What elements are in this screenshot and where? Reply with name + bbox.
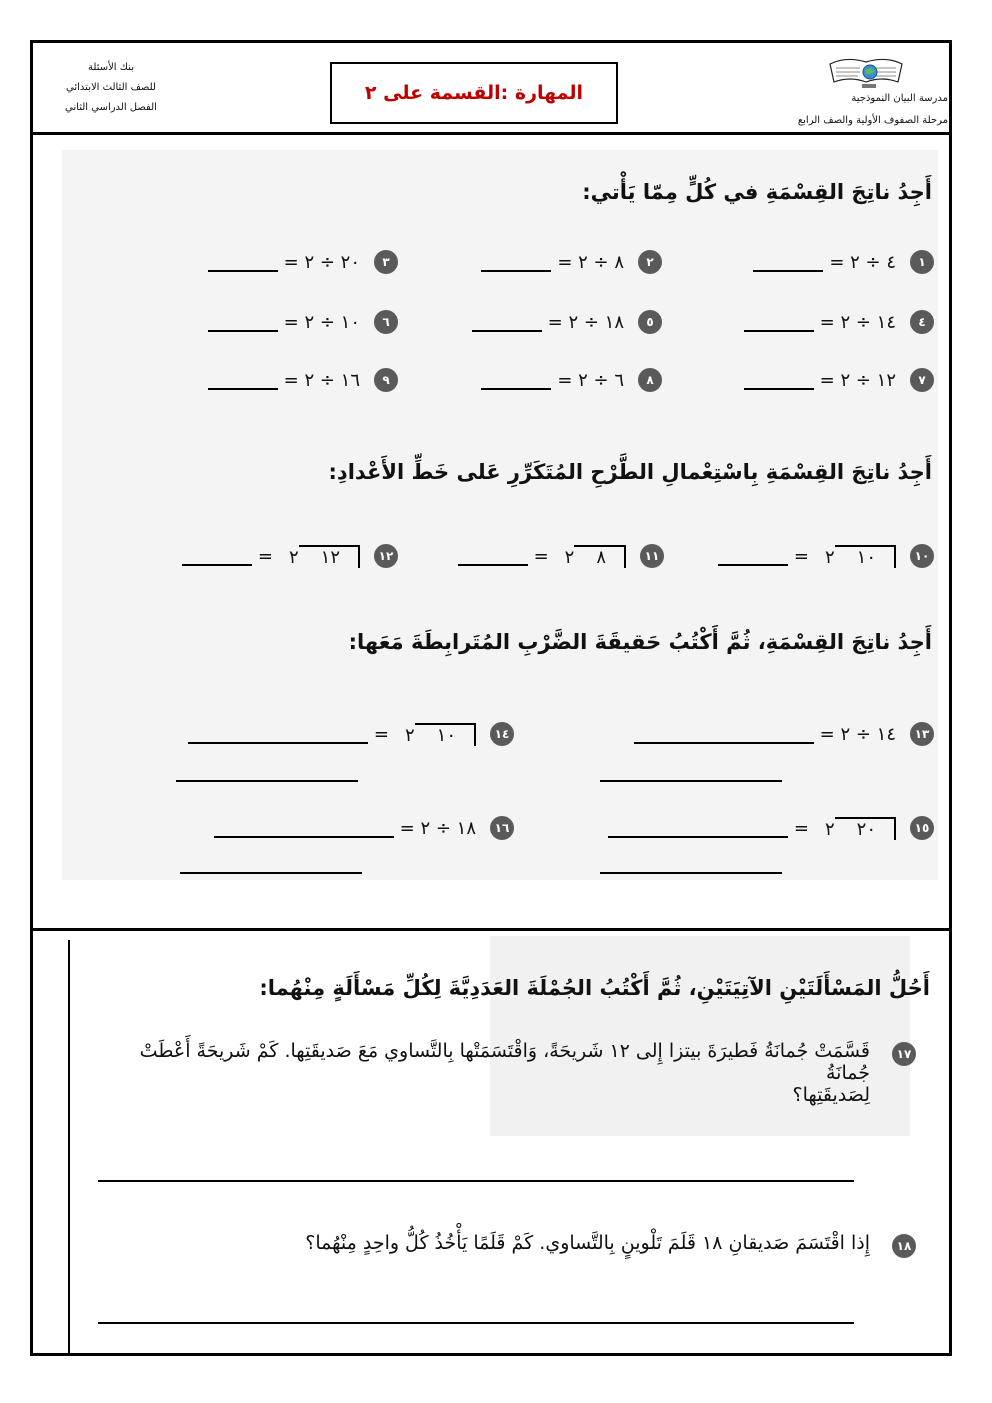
header-right-block — [728, 88, 948, 132]
answer-line[interactable] — [98, 1322, 854, 1324]
exercise-item — [208, 246, 398, 278]
left-margin-line — [68, 940, 70, 1356]
equals-sign: = — [257, 545, 273, 567]
answer-blank[interactable] — [182, 546, 252, 566]
exercise-number: ١٤ — [490, 722, 514, 746]
problem-number: ١٧ — [892, 1042, 916, 1066]
exercise-number: ٨ — [638, 368, 662, 392]
exercise-number: ١٦ — [490, 816, 514, 840]
section-divider — [30, 928, 952, 931]
divisor: ٢ — [404, 724, 415, 746]
exercise-item — [753, 246, 934, 278]
exercise-item — [214, 812, 514, 844]
divisor: ٢ — [824, 546, 835, 568]
section2-instruction: أَجِدُ ناتِجَ القِسْمَةِ بِاسْتِعْمالِ الطَّرْحِ المُتَكَرِّرِ عَلى خَطِّ الأَعْدادِ: — [328, 460, 932, 484]
divisor: ٢ — [824, 818, 835, 840]
answer-blank[interactable] — [481, 252, 551, 272]
problem-number: ١٨ — [892, 1234, 916, 1258]
long-division-item — [608, 812, 934, 844]
answer-blank[interactable] — [744, 312, 814, 332]
answer-blank[interactable] — [472, 312, 542, 332]
exercise-expression: ٦ ÷ ٢ = — [557, 369, 624, 391]
long-division-item — [188, 718, 514, 750]
exercise-item — [208, 306, 398, 338]
exercise-expression: ٤ ÷ ٢ = — [829, 251, 896, 273]
exercise-expression: ١٨ ÷ ٢ = — [399, 817, 476, 839]
word-problem-text-cont: لِصَديقَتِها؟ — [792, 1084, 870, 1106]
skill-title: المهارة :القسمة على ٢ — [330, 62, 618, 124]
long-division — [817, 817, 896, 840]
answer-blank[interactable] — [208, 312, 278, 332]
section4-instruction: أَحُلُّ المَسْأَلَتَيْنِ الآتِيَتَيْنِ، ثُمَّ أَكْتُبُ الجُمْلَةَ العَدَدِيَّةَ لِكُلِّ مَسْأَلَةٍ مِنْهُما: — [259, 976, 930, 1000]
long-division-item — [718, 540, 934, 572]
exercise-number: ٤ — [910, 310, 934, 334]
divisor: ٢ — [564, 546, 575, 568]
answer-blank[interactable] — [744, 370, 814, 390]
exercise-expression: ١٤ ÷ ٢ = — [819, 311, 896, 333]
dividend: ١٢ — [299, 545, 360, 568]
answer-blank[interactable] — [718, 546, 788, 566]
exercise-number: ٧ — [910, 368, 934, 392]
exercise-expression: ٨ ÷ ٢ = — [557, 251, 624, 273]
dividend: ١٠ — [415, 723, 476, 746]
dividend: ٨ — [574, 545, 626, 568]
word-problem-text: إِذا اقْتَسَمَ صَديقانِ ١٨ قَلَمَ تَلْوينٍ بِالتَّساوي. كَمْ قَلَمًا يَأْخُذُ كُلُّ واحِدٍ مِنْهُما؟ — [305, 1232, 870, 1254]
equals-sign: = — [533, 545, 549, 567]
exercise-number: ١٠ — [910, 544, 934, 568]
exercise-expression: ١٦ ÷ ٢ = — [283, 369, 360, 391]
exercise-number: ٣ — [374, 250, 398, 274]
exercise-number: ٦ — [374, 310, 398, 334]
exercise-expression: ٢٠ ÷ ٢ = — [283, 251, 360, 273]
long-division — [817, 545, 896, 568]
dividend: ١٠ — [835, 545, 896, 568]
equals-sign: = — [373, 723, 389, 745]
exercise-item — [481, 364, 662, 396]
multiplication-fact-line[interactable] — [600, 872, 782, 874]
exercise-item — [634, 718, 934, 750]
exercise-item — [481, 246, 662, 278]
exercise-item — [472, 306, 662, 338]
exercise-number: ١٥ — [910, 816, 934, 840]
exercise-number: ١ — [910, 250, 934, 274]
dividend: ٢٠ — [835, 817, 896, 840]
answer-blank[interactable] — [188, 724, 368, 744]
equals-sign: = — [793, 545, 809, 567]
grade-label: للصف الثالث الابتدائي — [66, 82, 156, 93]
answer-blank[interactable] — [634, 724, 814, 744]
exercise-number: ١١ — [640, 544, 664, 568]
exercise-number: ١٢ — [374, 544, 398, 568]
equals-sign: = — [793, 817, 809, 839]
section1-instruction: أَجِدُ ناتِجَ القِسْمَةِ في كُلٍّ مِمّا يَأْتي: — [582, 180, 932, 204]
school-name: مدرسة البيان النموذجية — [851, 93, 948, 104]
answer-blank[interactable] — [481, 370, 551, 390]
exercise-number: ٩ — [374, 368, 398, 392]
multiplication-fact-line[interactable] — [600, 780, 782, 782]
exercise-number: ٥ — [638, 310, 662, 334]
answer-blank[interactable] — [208, 252, 278, 272]
section3-instruction: أَجِدُ ناتِجَ القِسْمَةِ، ثُمَّ أَكْتُبُ حَقيقَةَ الضَّرْبِ المُتَرابِطَةَ مَعَها: — [348, 630, 932, 654]
exercise-item — [208, 364, 398, 396]
answer-blank[interactable] — [214, 818, 394, 838]
semester-label: الفصل الدراسي الثاني — [65, 102, 157, 113]
exercise-item — [744, 306, 934, 338]
header-left-block — [36, 58, 186, 118]
scan-background-2 — [490, 936, 910, 1136]
school-stage: مرحلة الصفوف الأولية والصف الرابع — [797, 115, 948, 126]
exercise-expression: ١٤ ÷ ٢ = — [819, 723, 896, 745]
school-logo-icon — [826, 54, 906, 90]
long-division — [281, 545, 360, 568]
word-problem-text: قَسَّمَتْ جُمانَةُ فَطيرَةَ بيتزا إِلى ١٢ شَريحَةً، وَاقْتَسَمَتْها بِالتَّساوي مَعَ صَديقَتِها. كَمْ شَريحَةً أَعْطَتْ جُمانَةُ — [139, 1040, 870, 1084]
long-division-item — [458, 540, 664, 572]
long-division — [557, 545, 626, 568]
question-bank-label: بنك الأسئلة — [88, 62, 134, 73]
answer-blank[interactable] — [608, 818, 788, 838]
exercise-expression: ١٠ ÷ ٢ = — [283, 311, 360, 333]
header-separator — [30, 132, 952, 135]
exercise-item — [744, 364, 934, 396]
multiplication-fact-line[interactable] — [180, 872, 362, 874]
answer-line[interactable] — [98, 1180, 854, 1182]
answer-blank[interactable] — [458, 546, 528, 566]
exercise-number: ٢ — [638, 250, 662, 274]
long-division — [397, 723, 476, 746]
exercise-expression: ١٢ ÷ ٢ = — [819, 369, 896, 391]
multiplication-fact-line[interactable] — [176, 780, 358, 782]
long-division-item — [182, 540, 398, 572]
exercise-number: ١٣ — [910, 722, 934, 746]
exercise-expression: ١٨ ÷ ٢ = — [547, 311, 624, 333]
answer-blank[interactable] — [208, 370, 278, 390]
answer-blank[interactable] — [753, 252, 823, 272]
divisor: ٢ — [288, 546, 299, 568]
